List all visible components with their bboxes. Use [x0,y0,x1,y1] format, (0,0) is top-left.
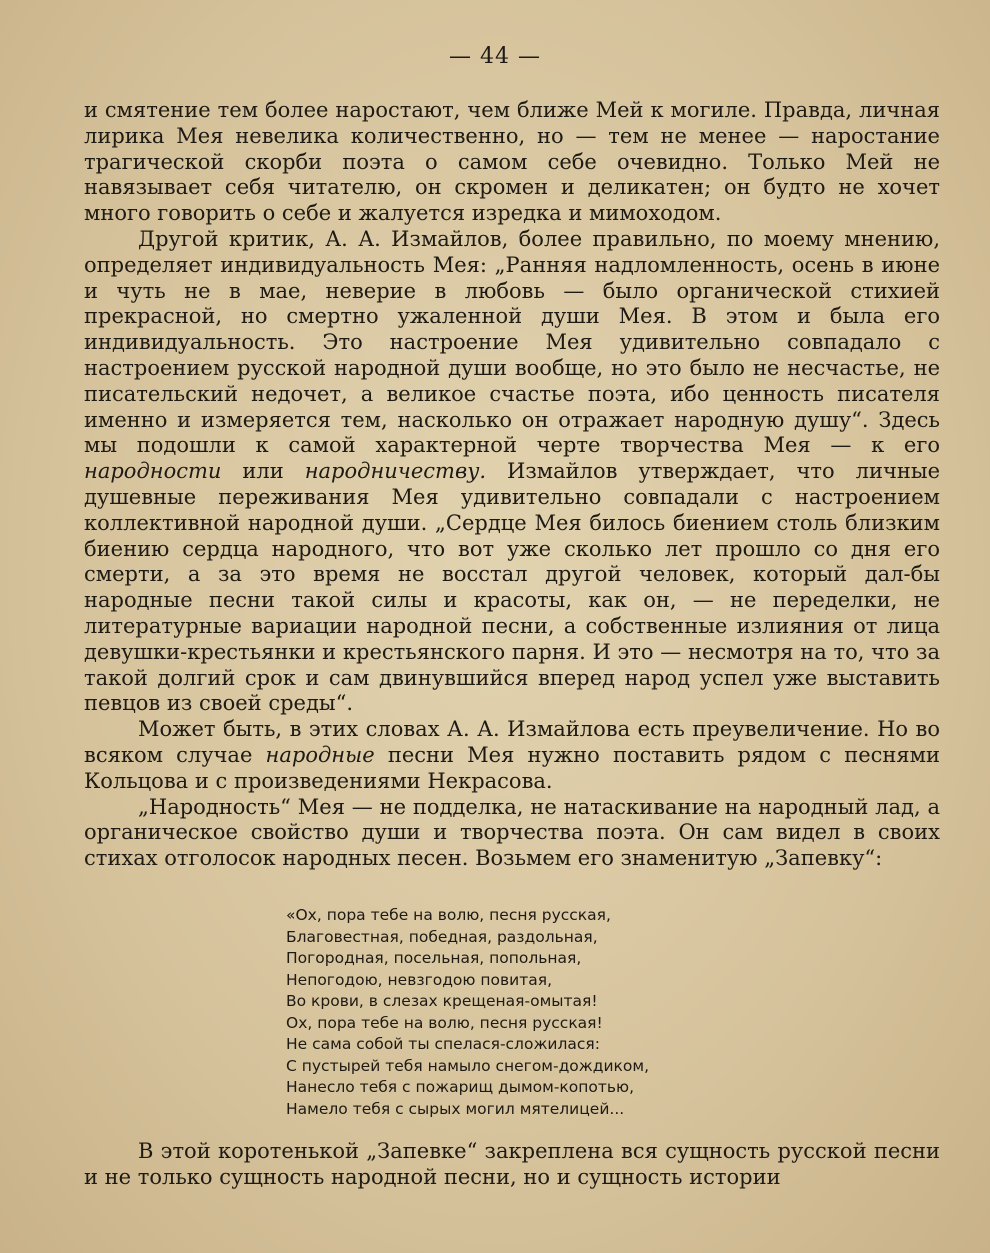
paragraph [84,227,940,717]
poem-line: Благовестная, победная, раздольная, [286,927,598,946]
text-run: Другой критик, А. А. Измайлов, более правильно, по моему мнению, определяет индивидуальность Мея: „Ранняя надломленность, осень в июне и чуть не в мае, неверие в любовь — было органической стихией прекрасной, но смертно ужаленной души Мея. В этом и была его индивидуальность. Это настроение Мея удивительно совпадало с настроением русской народной души вообще, но это было не несчастье, не писательский недочет, а великое счастье поэта, ибо ценность писателя именно и измеряется тем, насколько он отражает народную душу“. Здесь мы подошли к самой характерной черте творчества Мея — к его [84,226,940,458]
italic-text: народничеству. [304,459,487,484]
text-run: Может быть, в этих словах А. А. Измайлова есть преувеличение. Но во всяком случае [84,717,940,767]
poem-line: «Ох, пора тебе на волю, песня русская, [286,906,611,924]
paragraph [84,98,940,227]
poem-line: Намело тебя с сырых могил мятелицей... [286,1099,625,1118]
italic-text: народные [265,742,375,767]
text-run: и смятение тем более наростают, чем ближе Мей к могиле. Правда, личная лирика Мея невелика количественно, но — тем не менее — наростание трагической скорби поэта о самом себе очевидно. Только Мей не навязывает себя читателю, он скромен и деликатен; он будто не хочет много говорить о себе и жалуется изредка и мимоходом. [84,98,940,226]
body-text [84,98,940,872]
paragraph [84,795,940,872]
page-number: — 44 — [449,44,541,69]
text-run: Измайлов утверждает, что личные душевные переживания Мея удивительно совпадали с настроением коллективной народной души. „Сердце Мея билось биением столь близким биению сердца народного, что вот уже сколько лет прошло со дня его смерти, а за это время не восстал другой человек, который дал-бы народные песни такой силы и красоты, как он, — не переделки, не литературные вариации народной песни, а собственные излияния от лица девушки-крестьянки и крестьянского парня. И это — несмотря на то, что за такой долгий срок и сам двинувшийся вперед народ успел уже выставить певцов из своей среды“. [84,459,940,716]
poem-line: Непогодою, невзгодою повитая, [286,970,552,989]
poem-line: Ох, пора тебе на волю, песня русская! [286,1013,603,1032]
italic-text: народности [84,459,222,484]
closing-paragraph: В этой коротенькой „Запевке“ закреплена вся сущность русской песни и не только сущность народной песни, но и сущность истории [84,1139,940,1189]
paragraph [84,717,940,794]
poem-line: Погородная, посельная, попольная, [286,949,582,967]
poem-line: Не сама собой ты спелася-сложилася: [286,1035,600,1053]
poem-line: Нанесло тебя с пожарищ дымом-копотью, [286,1078,635,1096]
poem-line: Во крови, в слезах крещеная-омытая! [286,992,598,1010]
poem-quote [286,905,756,1120]
poem-line: С пустырей тебя намыло снегом-дождиком, [286,1056,650,1075]
text-run: песни Мея нужно поставить рядом с песнями Кольцова и с произведениями Некрасова. [84,742,940,793]
text-run: или [221,459,305,484]
closing-text [84,1138,940,1190]
text-run: „Народность“ Мея — не подделка, не натаскивание на народный лад, а органическое свойство души и творчества поэта. Он сам видел в своих стихах отголосок народных песен. Возьмем его знаменитую „Запевку“: [84,794,940,871]
